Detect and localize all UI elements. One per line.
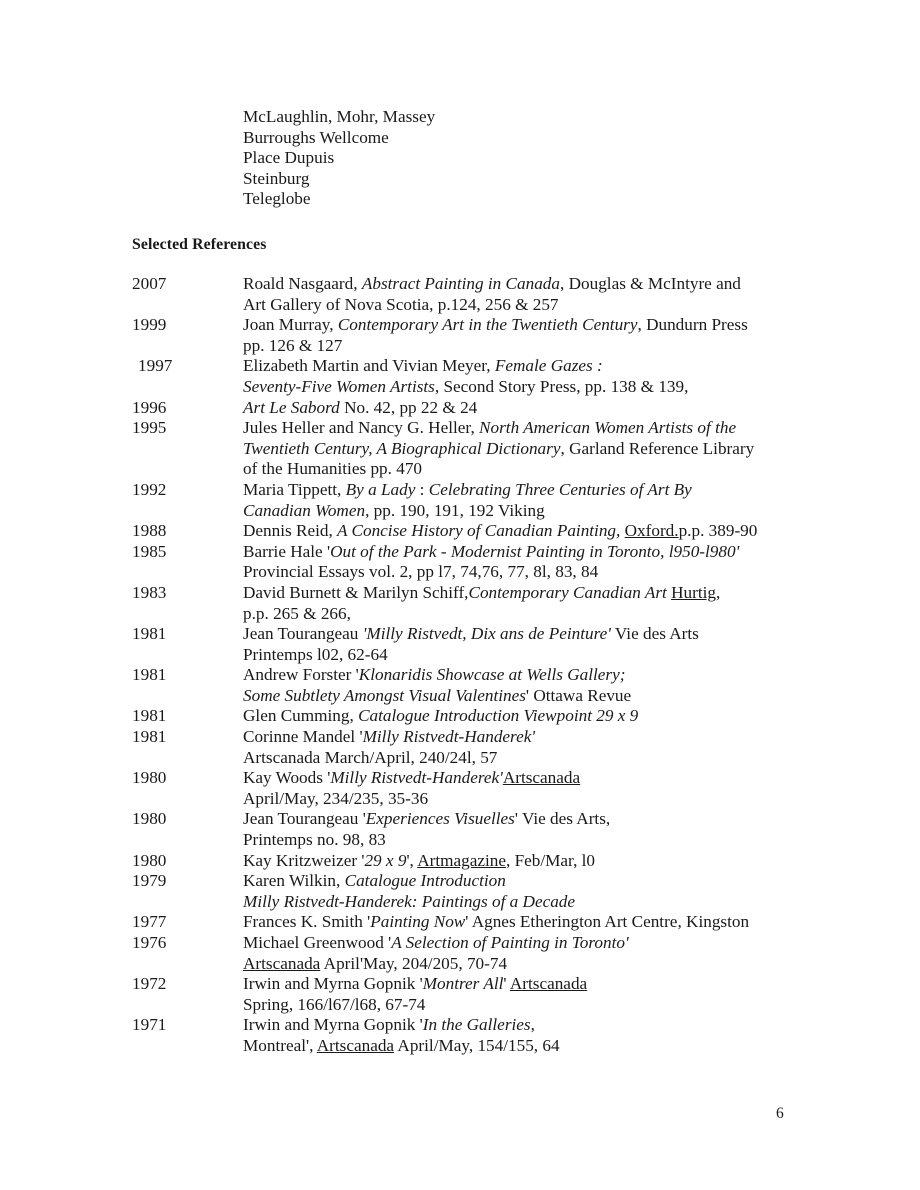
reference-line bbox=[243, 748, 812, 769]
italic-text: Montrer All bbox=[422, 974, 504, 994]
reference-citation bbox=[243, 542, 812, 583]
reference-line bbox=[243, 686, 812, 707]
reference-citation bbox=[243, 356, 812, 397]
reference-year: 1981 bbox=[132, 706, 167, 726]
reference-year: 1980 bbox=[132, 850, 167, 870]
reference-line bbox=[243, 295, 812, 316]
reference-line bbox=[243, 768, 812, 789]
plain-text: ', bbox=[406, 850, 418, 870]
reference-line bbox=[243, 974, 812, 995]
plain-text: No. 42, pp 22 & 24 bbox=[339, 397, 478, 417]
reference-citation bbox=[243, 480, 812, 521]
reference-citation bbox=[243, 851, 812, 872]
plain-text: Printemps no. 98, 83 bbox=[243, 830, 386, 850]
italic-text: Experiences Visuelles bbox=[365, 809, 515, 829]
italic-text: Celebrating Three Centuries of Art By bbox=[428, 479, 692, 499]
italic-text: Out of the Park - Modernist Painting in Toronto, l950-l980' bbox=[330, 541, 740, 561]
page-number: 6 bbox=[776, 1105, 784, 1122]
underlined-text: Artmagazine bbox=[417, 850, 506, 870]
reference-year: 1980 bbox=[132, 809, 167, 829]
plain-text: Art Gallery of Nova Scotia, p.124, 256 & 257 bbox=[243, 294, 559, 314]
reference-entry bbox=[132, 583, 812, 624]
reference-citation bbox=[243, 912, 812, 933]
plain-text: ' bbox=[503, 974, 510, 994]
italic-text: A Concise History of Canadian Painting, bbox=[337, 521, 621, 541]
reference-year: 1979 bbox=[132, 871, 167, 891]
reference-entry bbox=[132, 871, 812, 912]
reference-year: 1981 bbox=[132, 665, 167, 685]
reference-year: 1976 bbox=[132, 933, 167, 952]
reference-entry bbox=[132, 274, 812, 315]
plain-text: Jean Tourangeau ' bbox=[243, 809, 366, 829]
plain-text: ' Ottawa Revue bbox=[525, 685, 632, 705]
reference-line bbox=[243, 830, 812, 851]
reference-entry bbox=[132, 665, 812, 706]
reference-year: 1995 bbox=[132, 418, 167, 438]
plain-text: , Garland Reference Library bbox=[560, 438, 755, 458]
plain-text: , bbox=[530, 1015, 535, 1035]
plain-text: , pp. 190, 191, 192 Viking bbox=[365, 500, 545, 520]
plain-text: Joan Murray, bbox=[243, 315, 338, 335]
reference-year: 1999 bbox=[132, 315, 167, 335]
plain-text: of the Humanities pp. 470 bbox=[243, 459, 423, 479]
italic-text: Canadian Women bbox=[243, 500, 366, 520]
plain-text: Jean Tourangeau bbox=[243, 624, 363, 644]
italic-text: Some Subtlety Amongst Visual Valentines bbox=[243, 685, 526, 705]
plain-text: April/May, 154/155, 64 bbox=[394, 1035, 560, 1055]
reference-year: 2007 bbox=[132, 274, 167, 293]
reference-line bbox=[243, 645, 812, 666]
plain-text: David Burnett & Marilyn Schiff, bbox=[243, 582, 469, 602]
reference-line bbox=[243, 562, 812, 583]
reference-year: 1992 bbox=[132, 479, 167, 499]
affiliations-list bbox=[243, 107, 663, 210]
reference-entry bbox=[132, 521, 812, 542]
reference-line bbox=[243, 377, 812, 398]
reference-line bbox=[243, 912, 812, 933]
plain-text: Michael Greenwood ' bbox=[243, 933, 392, 952]
plain-text: Artscanada March/April, 240/24l, 57 bbox=[243, 747, 498, 767]
plain-text: ' Vie des Arts, bbox=[514, 809, 611, 829]
plain-text: Glen Cumming, bbox=[243, 706, 359, 726]
reference-citation bbox=[243, 665, 812, 706]
plain-text: April'May, 204/205, 70-74 bbox=[320, 953, 508, 973]
reference-citation bbox=[243, 727, 812, 768]
reference-year: 1980 bbox=[132, 768, 167, 788]
affiliation-line: Steinburg bbox=[243, 168, 310, 188]
reference-year: 1972 bbox=[132, 974, 167, 994]
reference-year: 1977 bbox=[132, 912, 167, 932]
plain-text: , Second Story Press, pp. 138 & 139, bbox=[434, 376, 689, 396]
plain-text: , Dundurn Press bbox=[637, 315, 748, 335]
italic-text: 29 x 9 bbox=[364, 850, 407, 870]
affiliation-line: Place Dupuis bbox=[243, 148, 335, 168]
plain-text: Elizabeth Martin and Vivian Meyer, bbox=[243, 356, 495, 376]
reference-citation bbox=[243, 398, 812, 419]
reference-year: 1971 bbox=[132, 1015, 167, 1035]
plain-text: : bbox=[415, 479, 429, 499]
italic-text: 'Milly Ristvedt, Dix ans de Peinture' bbox=[362, 624, 611, 644]
reference-entry bbox=[132, 1015, 812, 1056]
reference-entry bbox=[132, 706, 812, 727]
reference-citation bbox=[243, 274, 812, 315]
plain-text: Andrew Forster ' bbox=[243, 665, 359, 685]
reference-line bbox=[243, 789, 812, 810]
reference-citation bbox=[243, 933, 812, 974]
plain-text: Maria Tippett, bbox=[243, 479, 346, 499]
reference-citation bbox=[243, 583, 812, 624]
reference-year: 1988 bbox=[132, 521, 167, 541]
reference-citation bbox=[243, 315, 812, 356]
reference-citation bbox=[243, 624, 812, 665]
plain-text: Vie des Arts bbox=[610, 624, 699, 644]
plain-text: Frances K. Smith ' bbox=[243, 912, 371, 932]
underlined-text: Artscanada bbox=[316, 1035, 395, 1055]
italic-text: Klonaridis Showcase at Wells Gallery; bbox=[358, 665, 626, 685]
plain-text: , Douglas & McIntyre and bbox=[560, 274, 741, 293]
italic-text: Milly Ristvedt-Handerek' bbox=[362, 727, 536, 747]
italic-text: Twentieth Century, A Biographical Dictionary bbox=[243, 438, 561, 458]
italic-text: Abstract Painting in Canada bbox=[361, 274, 560, 293]
italic-text: A Selection of Painting in Toronto' bbox=[391, 933, 629, 952]
reference-entry bbox=[132, 418, 812, 480]
reference-line bbox=[243, 604, 812, 625]
reference-line bbox=[243, 954, 812, 975]
reference-entry bbox=[132, 974, 812, 1015]
reference-citation bbox=[243, 1015, 812, 1056]
italic-text: In the Galleries bbox=[422, 1015, 531, 1035]
reference-year: 1996 bbox=[132, 397, 167, 417]
reference-entry bbox=[132, 851, 812, 872]
reference-year: 1981 bbox=[132, 727, 167, 747]
reference-entry bbox=[132, 809, 812, 850]
plain-text: Montreal', bbox=[243, 1035, 317, 1055]
reference-line bbox=[243, 851, 812, 872]
italic-text: North American Women Artists of the bbox=[479, 418, 737, 438]
reference-line bbox=[243, 1015, 812, 1036]
reference-line bbox=[243, 459, 812, 480]
italic-text: Seventy-Five Women Artists bbox=[243, 376, 435, 396]
reference-citation bbox=[243, 809, 812, 850]
reference-line bbox=[243, 583, 812, 604]
reference-line bbox=[243, 315, 812, 336]
plain-text: ' Agnes Etherington Art Centre, Kingston bbox=[465, 912, 750, 932]
plain-text: pp. 126 & 127 bbox=[243, 335, 343, 355]
reference-line bbox=[243, 542, 812, 563]
reference-line bbox=[243, 995, 812, 1016]
reference-line bbox=[243, 933, 812, 954]
reference-line bbox=[243, 501, 812, 522]
reference-citation bbox=[243, 974, 812, 1015]
underlined-text: Artscanada bbox=[502, 768, 581, 788]
italic-text: Art Le Sabord bbox=[243, 397, 340, 417]
plain-text: Irwin and Myrna Gopnik ' bbox=[243, 974, 423, 994]
reference-year: 1985 bbox=[132, 541, 167, 561]
reference-line bbox=[243, 727, 812, 748]
italic-text: Catalogue Introduction bbox=[344, 871, 506, 891]
plain-text: Spring, 166/l67/l68, 67-74 bbox=[243, 994, 426, 1014]
reference-entry bbox=[132, 912, 812, 933]
affiliation-line: McLaughlin, Mohr, Massey bbox=[243, 107, 436, 126]
reference-entry bbox=[132, 356, 812, 397]
reference-line bbox=[243, 665, 812, 686]
reference-line bbox=[243, 1036, 812, 1057]
reference-entry bbox=[132, 727, 812, 768]
reference-citation bbox=[243, 521, 812, 542]
reference-entry bbox=[132, 542, 812, 583]
reference-line bbox=[243, 892, 812, 913]
plain-text: , bbox=[715, 582, 721, 602]
plain-text: p.p. 265 & 266, bbox=[243, 603, 351, 623]
underlined-text: Hurtig bbox=[671, 582, 716, 602]
reference-line bbox=[243, 274, 812, 295]
plain-text: Kay Kritzweizer ' bbox=[243, 850, 365, 870]
reference-year: 1981 bbox=[132, 624, 167, 644]
reference-entry bbox=[132, 933, 812, 974]
reference-line bbox=[243, 809, 812, 830]
affiliation-line: Teleglobe bbox=[243, 189, 311, 209]
italic-text: By a Lady bbox=[345, 479, 416, 499]
reference-entry bbox=[132, 398, 812, 419]
reference-citation bbox=[243, 871, 812, 912]
plain-text: Roald Nasgaard, bbox=[243, 274, 362, 293]
underlined-text: Oxford. bbox=[624, 521, 679, 541]
plain-text: Jules Heller and Nancy G. Heller, bbox=[243, 418, 480, 438]
reference-entry bbox=[132, 480, 812, 521]
plain-text: Irwin and Myrna Gopnik ' bbox=[243, 1015, 423, 1035]
reference-line bbox=[243, 521, 812, 542]
reference-citation bbox=[243, 418, 812, 480]
italic-text: Milly Ristvedt-Handerek: Paintings of a Decade bbox=[243, 891, 576, 911]
italic-text: Painting Now bbox=[370, 912, 466, 932]
page-title: Selected References bbox=[132, 236, 267, 253]
reference-entry bbox=[132, 624, 812, 665]
plain-text: Barrie Hale ' bbox=[243, 541, 331, 561]
reference-citation bbox=[243, 706, 812, 727]
plain-text: Printemps l02, 62-64 bbox=[243, 644, 388, 664]
reference-line bbox=[243, 418, 812, 439]
plain-text: , Feb/Mar, l0 bbox=[505, 850, 596, 870]
plain-text: Kay Woods ' bbox=[243, 768, 331, 788]
underlined-text: Artscanada bbox=[243, 953, 321, 973]
plain-text: Corinne Mandel ' bbox=[243, 727, 363, 747]
plain-text: Karen Wilkin, bbox=[243, 871, 345, 891]
italic-text: Contemporary Canadian Art bbox=[468, 582, 667, 602]
reference-line bbox=[243, 480, 812, 501]
italic-text: Catalogue Introduction Viewpoint 29 x 9 bbox=[358, 706, 639, 726]
reference-line bbox=[243, 706, 812, 727]
reference-citation bbox=[243, 768, 812, 809]
reference-line bbox=[243, 871, 812, 892]
plain-text: Provincial Essays vol. 2, pp l7, 74,76, 77, 8l, 83, 84 bbox=[243, 562, 599, 582]
underlined-text: Artscanada bbox=[509, 974, 588, 994]
plain-text: p.p. 389-90 bbox=[678, 521, 758, 541]
affiliation-line: Burroughs Wellcome bbox=[243, 127, 389, 147]
reference-line bbox=[243, 624, 812, 645]
italic-text: Contemporary Art in the Twentieth Century bbox=[337, 315, 638, 335]
selected-references-list bbox=[132, 274, 812, 1057]
italic-text: Milly Ristvedt-Handerek' bbox=[330, 768, 503, 788]
reference-year: 1983 bbox=[132, 582, 167, 602]
plain-text: April/May, 234/235, 35-36 bbox=[243, 788, 429, 808]
italic-text: Female Gazes : bbox=[494, 356, 603, 376]
reference-line bbox=[243, 356, 812, 377]
reference-entry bbox=[132, 315, 812, 356]
reference-line bbox=[243, 336, 812, 357]
reference-line bbox=[243, 398, 812, 419]
reference-entry bbox=[132, 768, 812, 809]
reference-year: 1997 bbox=[138, 356, 173, 376]
reference-line bbox=[243, 439, 812, 460]
plain-text: Dennis Reid, bbox=[243, 521, 338, 541]
